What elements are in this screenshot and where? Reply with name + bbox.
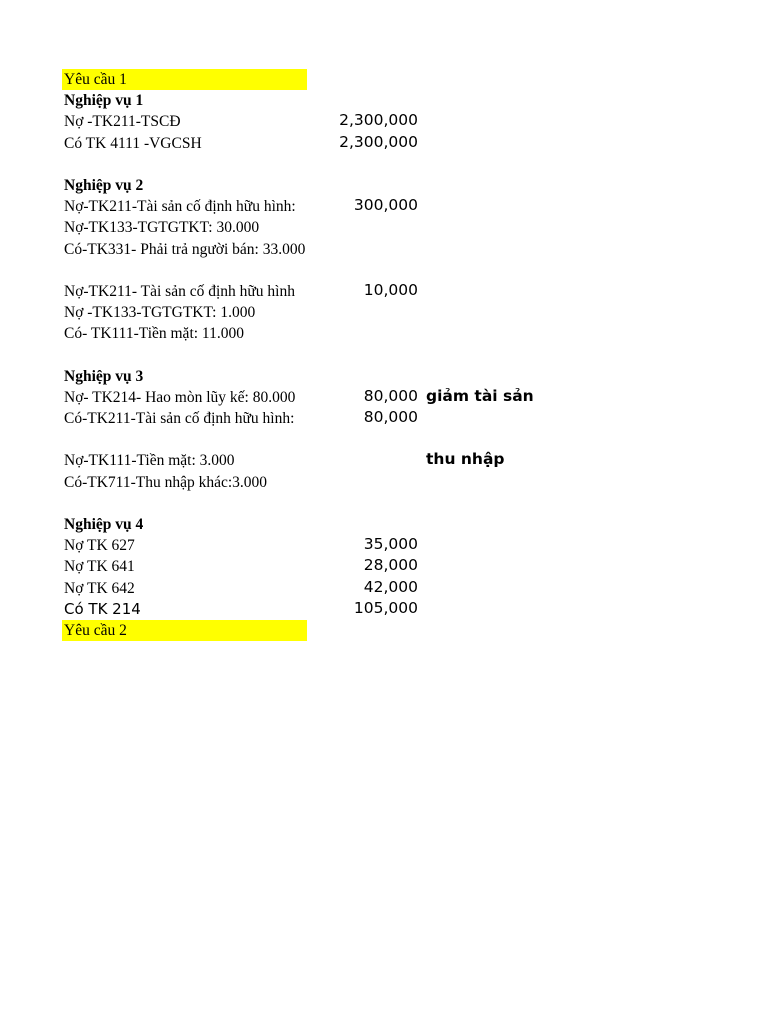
account-entry-cell[interactable]: Nợ TK 642 [64, 579, 135, 597]
sheet-row [62, 578, 622, 599]
amount-cell[interactable] [307, 239, 418, 260]
amount-cell[interactable]: 10,000 [363, 280, 418, 299]
account-entry-cell[interactable]: Nợ-TK211-Tài sản cố định hữu hình: [64, 198, 296, 216]
transaction-heading-cell[interactable]: Nghiệp vụ 1 [64, 92, 144, 110]
sheet-row [62, 196, 622, 217]
account-entry-cell[interactable]: Có TK 4111 -VGCSH [64, 134, 202, 152]
sheet-row [62, 323, 622, 344]
sheet-row [62, 217, 622, 238]
note-cell[interactable]: thu nhập [426, 450, 505, 469]
sheet-row [62, 154, 622, 175]
amount-cell[interactable] [307, 493, 418, 514]
sheet-row [62, 514, 622, 535]
account-entry-cell[interactable]: Có-TK211-Tài sản cố định hữu hình: [64, 410, 295, 427]
transaction-heading-cell[interactable]: Nghiệp vụ 2 [64, 176, 144, 194]
sheet-row [62, 281, 622, 302]
amount-cell[interactable] [307, 69, 418, 90]
sheet-row [62, 556, 622, 577]
account-entry-cell[interactable] [62, 260, 307, 281]
amount-cell[interactable]: 300,000 [353, 196, 418, 215]
amount-cell[interactable] [307, 154, 418, 175]
sheet-row [62, 90, 622, 111]
amount-cell[interactable] [307, 514, 418, 535]
sheet-row [62, 408, 622, 429]
account-entry-cell[interactable]: Có TK 214 [64, 599, 141, 618]
amount-cell[interactable]: 105,000 [353, 598, 418, 617]
amount-cell[interactable]: 80,000 [363, 408, 418, 426]
amount-cell[interactable] [307, 323, 418, 344]
account-entry-cell[interactable] [62, 154, 307, 175]
requirement-label-cell[interactable]: Yêu cầu 2 [62, 620, 307, 641]
note-cell[interactable]: giảm tài sản [426, 386, 534, 405]
transaction-heading-cell[interactable]: Nghiệp vụ 3 [64, 367, 144, 385]
sheet-row [62, 302, 622, 323]
account-entry-cell[interactable]: Nợ-TK133-TGTGTKT: 30.000 [64, 219, 260, 237]
account-entry-cell[interactable] [62, 493, 307, 514]
sheet-row [62, 535, 622, 556]
sheet-row [62, 69, 622, 90]
account-entry-cell[interactable] [62, 344, 307, 365]
amount-cell[interactable]: 35,000 [363, 535, 418, 554]
sheet-row [62, 366, 622, 387]
amount-cell[interactable] [307, 217, 418, 238]
sheet-row [62, 239, 622, 260]
sheet-row [62, 111, 622, 132]
amount-cell[interactable] [307, 302, 418, 323]
sheet-row [62, 387, 622, 408]
amount-cell[interactable] [307, 175, 418, 196]
account-entry-cell[interactable]: Nợ TK 627 [64, 537, 135, 555]
account-entry-cell[interactable]: Nợ -TK133-TGTGTKT: 1.000 [64, 304, 256, 322]
sheet-row [62, 620, 622, 641]
account-entry-cell[interactable]: Nợ -TK211-TSCĐ [64, 113, 181, 131]
amount-cell[interactable] [307, 450, 418, 471]
amount-cell[interactable] [307, 620, 418, 641]
amount-cell[interactable] [307, 90, 418, 111]
amount-cell[interactable]: 2,300,000 [339, 132, 418, 151]
amount-cell[interactable]: 42,000 [363, 577, 418, 596]
sheet-row [62, 344, 622, 365]
sheet-row [62, 175, 622, 196]
sheet-grid [62, 69, 622, 641]
sheet-row [62, 472, 622, 493]
transaction-heading-cell[interactable]: Nghiệp vụ 4 [64, 515, 144, 533]
sheet-row [62, 260, 622, 281]
account-entry-cell[interactable]: Có- TK111-Tiền mặt: 11.000 [64, 325, 244, 343]
account-entry-cell[interactable]: Có-TK711-Thu nhập khác:3.000 [64, 473, 268, 491]
amount-cell[interactable]: 2,300,000 [339, 111, 418, 130]
amount-cell[interactable] [307, 366, 418, 387]
sheet-row [62, 133, 622, 154]
account-entry-cell[interactable]: Có-TK331- Phải trả người bán: 33.000 [64, 240, 306, 258]
amount-cell[interactable] [307, 260, 418, 281]
requirement-label-cell[interactable]: Yêu cầu 1 [62, 69, 307, 90]
account-entry-cell[interactable] [62, 429, 307, 450]
account-entry-cell[interactable]: Nợ- TK214- Hao mòn lũy kế: 80.000 [64, 388, 296, 406]
account-entry-cell[interactable]: Nợ-TK111-Tiền mặt: 3.000 [64, 452, 235, 470]
sheet-row [62, 450, 622, 471]
amount-cell[interactable]: 28,000 [363, 556, 418, 575]
account-entry-cell[interactable]: Nợ TK 641 [64, 558, 135, 576]
account-entry-cell[interactable]: Nợ-TK211- Tài sản cố định hữu hình [64, 282, 295, 300]
amount-cell[interactable] [307, 429, 418, 450]
amount-cell[interactable]: 80,000 [363, 386, 418, 405]
sheet-row [62, 599, 622, 620]
sheet-row [62, 429, 622, 450]
amount-cell[interactable] [307, 472, 418, 493]
sheet-row [62, 493, 622, 514]
amount-cell[interactable] [307, 344, 418, 365]
